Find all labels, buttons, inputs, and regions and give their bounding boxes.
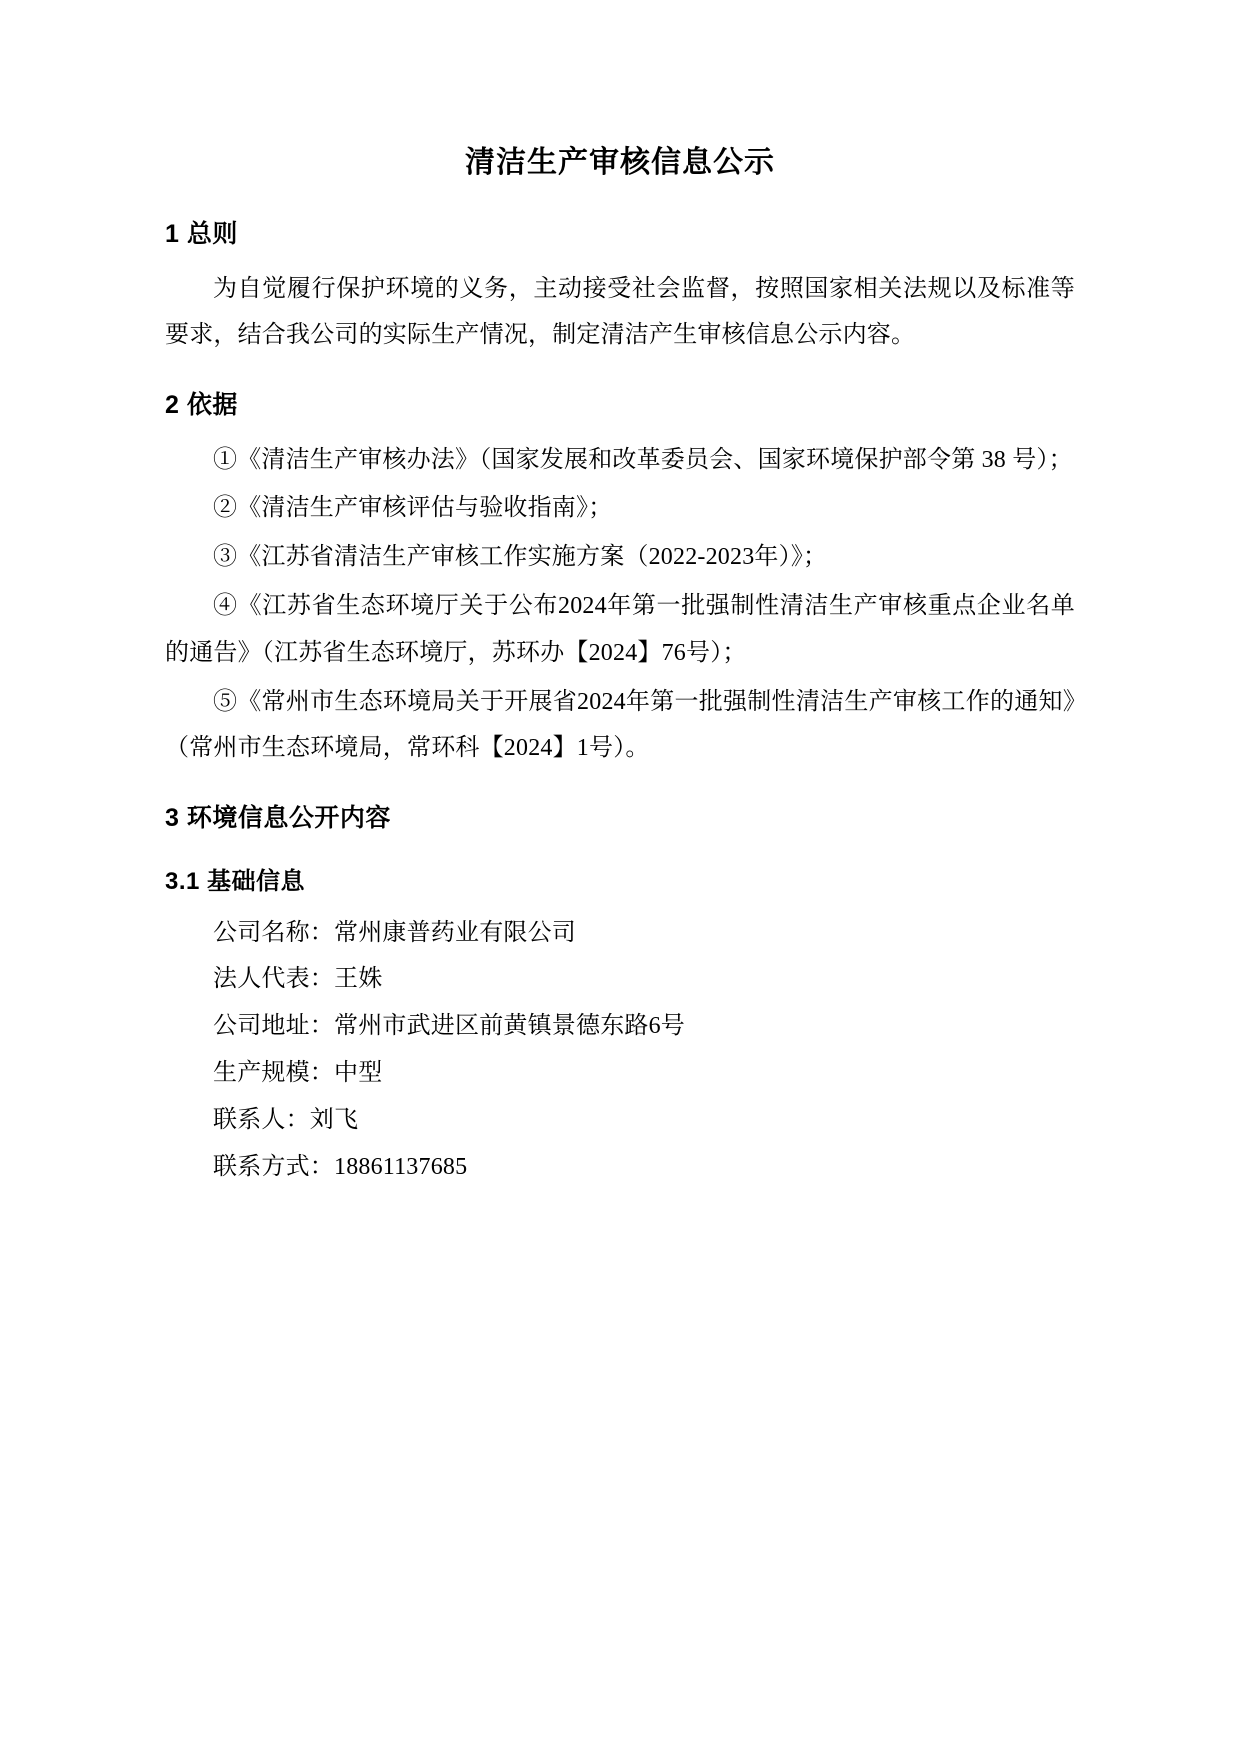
- paragraph-basis-4: ④《江苏省生态环境厅关于公布2024年第一批强制性清洁生产审核重点企业名单的通告》（江苏省生态环境厅，苏环办【2024】76号）；: [165, 592, 1075, 666]
- paragraph-basis-5: ⑤《常州市生态环境局关于开展省2024年第一批强制性清洁生产审核工作的通知》（常州市生态环境局，常环科【2024】1号）。: [165, 688, 1075, 762]
- basic-info-list: [165, 910, 1075, 1191]
- list-item: 法人代表：王姝: [213, 966, 383, 993]
- list-item: 生产规模：中型: [213, 1060, 383, 1087]
- paragraph-basis-3: ③《江苏省清洁生产审核工作实施方案（2022-2023年）》；: [213, 544, 828, 571]
- paragraph-basis-1: ①《清洁生产审核办法》（国家发展和改革委员会、国家环境保护部令第 38 号）；: [213, 446, 1073, 473]
- paragraph-basis-2: ②《清洁生产审核评估与验收指南》；: [213, 495, 613, 522]
- section-heading-general-rules: 1 总则: [165, 220, 238, 248]
- section-heading-basis: 2 依据: [165, 391, 238, 420]
- list-item: 公司名称：常州康普药业有限公司: [213, 919, 576, 946]
- list-item: 联系人：刘飞: [213, 1106, 359, 1133]
- page-title: 清洁生产审核信息公示: [465, 146, 775, 179]
- section-heading-environment-disclosure: 3 环境信息公开内容: [165, 804, 391, 833]
- paragraph-general-rules: 为自觉履行保护环境的义务，主动接受社会监督，按照国家相关法规以及标准等要求，结合我公司的实际生产情况，制定清洁产生审核信息公示内容。: [165, 275, 1075, 349]
- list-item: 联系方式：18861137685: [213, 1153, 468, 1180]
- list-item: 公司地址：常州市武进区前黄镇景德东路6号: [213, 1013, 685, 1040]
- subsection-heading-basic-info: 3.1 基础信息: [165, 867, 306, 895]
